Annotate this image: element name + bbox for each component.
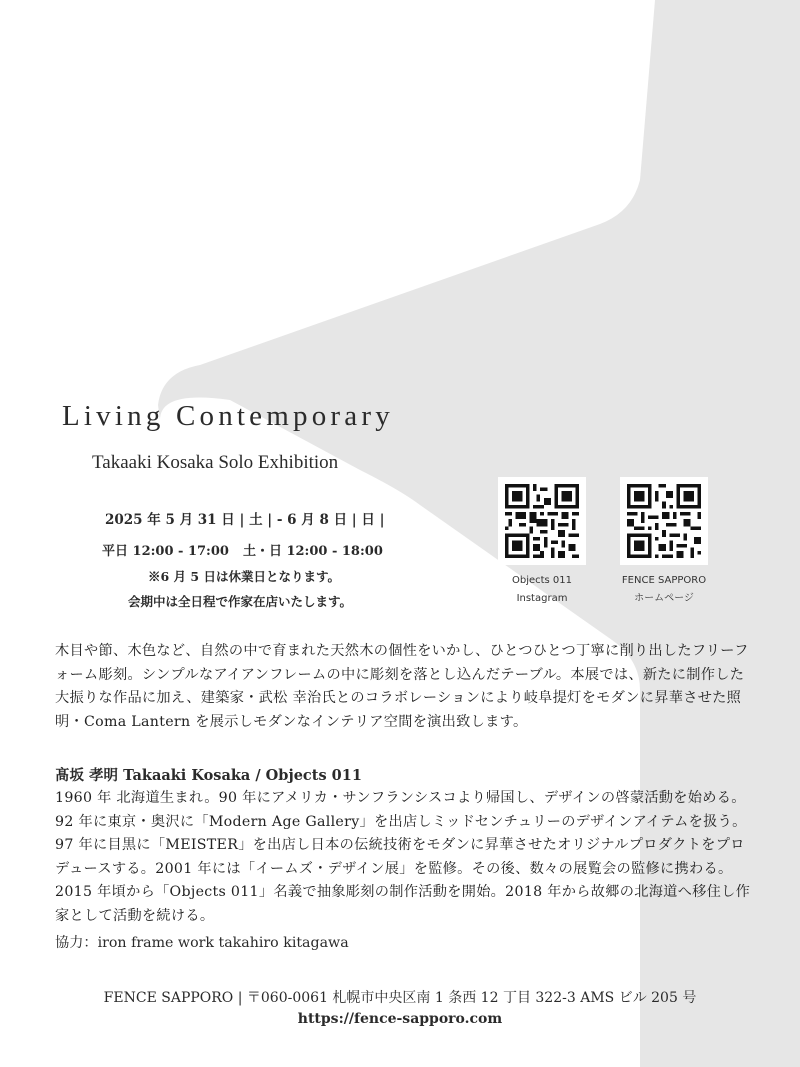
homepage-qr-code[interactable] — [620, 477, 708, 565]
cooperation-credit: 協力：iron frame work takahiro kitagawa — [55, 935, 349, 951]
homepage-qr-label — [594, 572, 734, 608]
artist-profile-heading: 髙坂 孝明 Takaaki Kosaka / Objects 011 — [55, 767, 362, 784]
qr-label-line1: FENCE SAPPORO — [621, 575, 707, 586]
qr-code-icon — [620, 477, 708, 565]
exhibition-dates: 2025 年 5 月 31 日 | 土 | - 6 月 8 日 | 日 | — [105, 512, 385, 528]
qr-code-icon — [498, 477, 586, 565]
qr-label-line2: ホームページ — [634, 593, 694, 604]
closed-day-note: ※6 月 5 日は休業日となります。 — [148, 569, 340, 584]
exhibition-subtitle: Takaaki Kosaka Solo Exhibition — [92, 452, 339, 473]
instagram-qr-code[interactable] — [498, 477, 586, 565]
artist-presence-note: 会期中は全日程で作家在店いたします。 — [128, 594, 353, 609]
exhibition-title: Living Contemporary — [62, 400, 394, 432]
instagram-qr-label — [472, 572, 612, 608]
qr-label-line1: Objects 011 — [511, 575, 573, 586]
opening-hours — [102, 540, 383, 559]
gallery-address: FENCE SAPPORO | 〒060-0061 札幌市中央区南 1 条西 12 丁目 322-3 AMS ビル 205 号 — [103, 990, 697, 1006]
weekend-hours: 土・日 12:00 - 18:00 — [242, 544, 383, 559]
artist-profile-text: 1960 年 北海道生まれ。90 年にアメリカ・サンフランシスコより帰国し、デザインの啓蒙活動を始める。92 年に東京・奥沢に「Modern Age Gallery」を出店しミッドセンチュリーのデザインアイテムを扱う。97 年に目黒に「MEISTER」を出店し日本の伝統技術をモダンに昇華させたオリジナルプロダクトをプロデュースする。2001 年には「イームズ・デザイン展」を監修。その後、数々の展覧会の監修に携わる。2015 年頃から「Objects 011」名義で抽象彫刻の制作活動を開始。2018 年から故郷の北海道へ移住し作家として活動を続ける。 — [55, 790, 751, 924]
weekday-hours: 平日 12:00 - 17:00 — [102, 544, 229, 559]
gallery-url-link[interactable]: https://fence-sapporo.com — [297, 1011, 503, 1027]
exhibition-description: 木目や節、木色など、自然の中で育まれた天然木の個性をいかし、ひとつひとつ丁寧に削り出したフリーフォーム彫刻。シンプルなアイアンフレームの中に彫刻を落とし込んだテーブル。本展では、新たに制作した大振りな作品に加え、建築家・武松 幸治氏とのコラボレーションにより岐阜提灯をモダンに昇華させた照明・Coma Lantern を展示しモダンなインテリア空間を演出致します。 — [55, 643, 749, 730]
qr-label-line2: Instagram — [516, 593, 568, 604]
